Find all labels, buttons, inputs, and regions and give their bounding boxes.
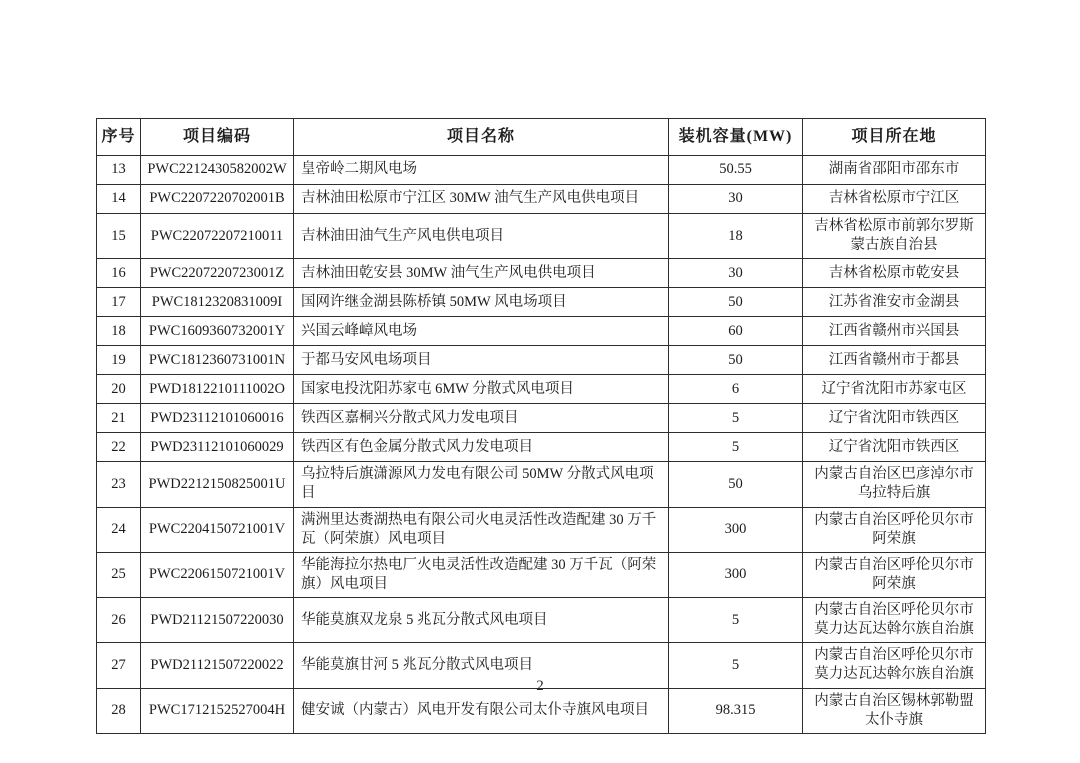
header-name: 项目名称 [294,119,669,156]
header-code: 项目编码 [141,119,294,156]
cell-project-code: PWD23112101060029 [141,433,294,462]
table-row [97,433,986,462]
cell-project-location: 内蒙古自治区巴彦淖尔市乌拉特后旗 [803,462,986,507]
cell-capacity-mw: 50.55 [669,156,803,185]
cell-project-name: 国家电投沈阳苏家屯 6MW 分散式风电项目 [294,375,669,404]
cell-project-code: PWD23112101060016 [141,404,294,433]
cell-project-location: 吉林省松原市乾安县 [803,259,986,288]
cell-project-name: 乌拉特后旗潇源风力发电有限公司 50MW 分散式风电项目 [294,462,669,507]
projects-table [96,118,986,734]
cell-project-location: 辽宁省沈阳市苏家屯区 [803,375,986,404]
cell-capacity-mw: 5 [669,598,803,643]
cell-serial-number: 20 [97,375,141,404]
cell-serial-number: 26 [97,598,141,643]
cell-project-location: 吉林省松原市宁江区 [803,185,986,214]
cell-capacity-mw: 50 [669,288,803,317]
cell-project-name: 于都马安风电场项目 [294,346,669,375]
cell-serial-number: 24 [97,507,141,552]
cell-project-location: 江西省赣州市于都县 [803,346,986,375]
header-serial: 序号 [97,119,141,156]
cell-serial-number: 16 [97,259,141,288]
cell-project-location: 辽宁省沈阳市铁西区 [803,404,986,433]
cell-project-name: 吉林油田乾安县 30MW 油气生产风电供电项目 [294,259,669,288]
table-row [97,259,986,288]
cell-project-location: 内蒙古自治区呼伦贝尔市莫力达瓦达斡尔族自治旗 [803,643,986,688]
table-row [97,185,986,214]
table-header [97,119,986,156]
cell-project-name: 铁西区有色金属分散式风力发电项目 [294,433,669,462]
cell-capacity-mw: 5 [669,404,803,433]
cell-project-code: PWC1609360732001Y [141,317,294,346]
cell-capacity-mw: 50 [669,346,803,375]
cell-project-location: 内蒙古自治区锡林郭勒盟太仆寺旗 [803,688,986,733]
cell-project-code: PWC2204150721001V [141,507,294,552]
cell-project-location: 内蒙古自治区呼伦贝尔市阿荣旗 [803,552,986,597]
cell-serial-number: 25 [97,552,141,597]
cell-project-name: 国网许继金湖县陈桥镇 50MW 风电场项目 [294,288,669,317]
cell-project-code: PWD21121507220022 [141,643,294,688]
cell-serial-number: 28 [97,688,141,733]
table-row [97,317,986,346]
cell-serial-number: 19 [97,346,141,375]
cell-capacity-mw: 6 [669,375,803,404]
cell-project-code: PWC1712152527004H [141,688,294,733]
cell-project-code: PWD21121507220030 [141,598,294,643]
cell-project-code: PWC1812320831009I [141,288,294,317]
cell-serial-number: 22 [97,433,141,462]
cell-project-location: 内蒙古自治区呼伦贝尔市莫力达瓦达斡尔族自治旗 [803,598,986,643]
cell-capacity-mw: 60 [669,317,803,346]
cell-serial-number: 18 [97,317,141,346]
cell-project-name: 健安诚（内蒙古）风电开发有限公司太仆寺旗风电项目 [294,688,669,733]
table-row [97,375,986,404]
cell-serial-number: 13 [97,156,141,185]
cell-capacity-mw: 30 [669,259,803,288]
cell-project-code: PWD1812210111002O [141,375,294,404]
cell-serial-number: 17 [97,288,141,317]
table-row [97,214,986,259]
table-row [97,552,986,597]
table-row [97,346,986,375]
cell-serial-number: 21 [97,404,141,433]
cell-serial-number: 27 [97,643,141,688]
cell-project-location: 湖南省邵阳市邵东市 [803,156,986,185]
cell-project-name: 华能莫旗甘河 5 兆瓦分散式风电项目 [294,643,669,688]
cell-project-name: 皇帝岭二期风电场 [294,156,669,185]
table-row [97,507,986,552]
header-capacity: 装机容量(MW) [669,119,803,156]
cell-project-name: 满洲里达赉湖热电有限公司火电灵活性改造配建 30 万千瓦（阿荣旗）风电项目 [294,507,669,552]
cell-project-location: 辽宁省沈阳市铁西区 [803,433,986,462]
cell-capacity-mw: 98.315 [669,688,803,733]
cell-capacity-mw: 18 [669,214,803,259]
cell-capacity-mw: 300 [669,507,803,552]
cell-project-name: 吉林油田油气生产风电供电项目 [294,214,669,259]
cell-project-code: PWC2207220702001B [141,185,294,214]
header-row [97,119,986,156]
cell-serial-number: 14 [97,185,141,214]
cell-project-location: 内蒙古自治区呼伦贝尔市阿荣旗 [803,507,986,552]
cell-project-code: PWC22072207210011 [141,214,294,259]
cell-project-name: 铁西区嘉桐兴分散式风力发电项目 [294,404,669,433]
cell-project-name: 吉林油田松原市宁江区 30MW 油气生产风电供电项目 [294,185,669,214]
cell-project-location: 吉林省松原市前郭尔罗斯蒙古族自治县 [803,214,986,259]
page-number: 2 [536,678,544,694]
table-row [97,288,986,317]
cell-project-code: PWC2212430582002W [141,156,294,185]
cell-capacity-mw: 300 [669,552,803,597]
cell-project-code: PWC2207220723001Z [141,259,294,288]
cell-serial-number: 23 [97,462,141,507]
cell-project-code: PWD2212150825001U [141,462,294,507]
cell-capacity-mw: 30 [669,185,803,214]
cell-serial-number: 15 [97,214,141,259]
cell-project-code: PWC2206150721001V [141,552,294,597]
header-location: 项目所在地 [803,119,986,156]
table-row [97,598,986,643]
table-row [97,156,986,185]
cell-project-name: 华能莫旗双龙泉 5 兆瓦分散式风电项目 [294,598,669,643]
cell-project-location: 江西省赣州市兴国县 [803,317,986,346]
cell-project-location: 江苏省淮安市金湖县 [803,288,986,317]
cell-project-name: 兴国云峰嶂风电场 [294,317,669,346]
cell-project-name: 华能海拉尔热电厂火电灵活性改造配建 30 万千瓦（阿荣旗）风电项目 [294,552,669,597]
cell-capacity-mw: 5 [669,433,803,462]
cell-capacity-mw: 5 [669,643,803,688]
cell-capacity-mw: 50 [669,462,803,507]
table-body [97,156,986,734]
table-row [97,404,986,433]
cell-project-code: PWC1812360731001N [141,346,294,375]
table-row [97,462,986,507]
